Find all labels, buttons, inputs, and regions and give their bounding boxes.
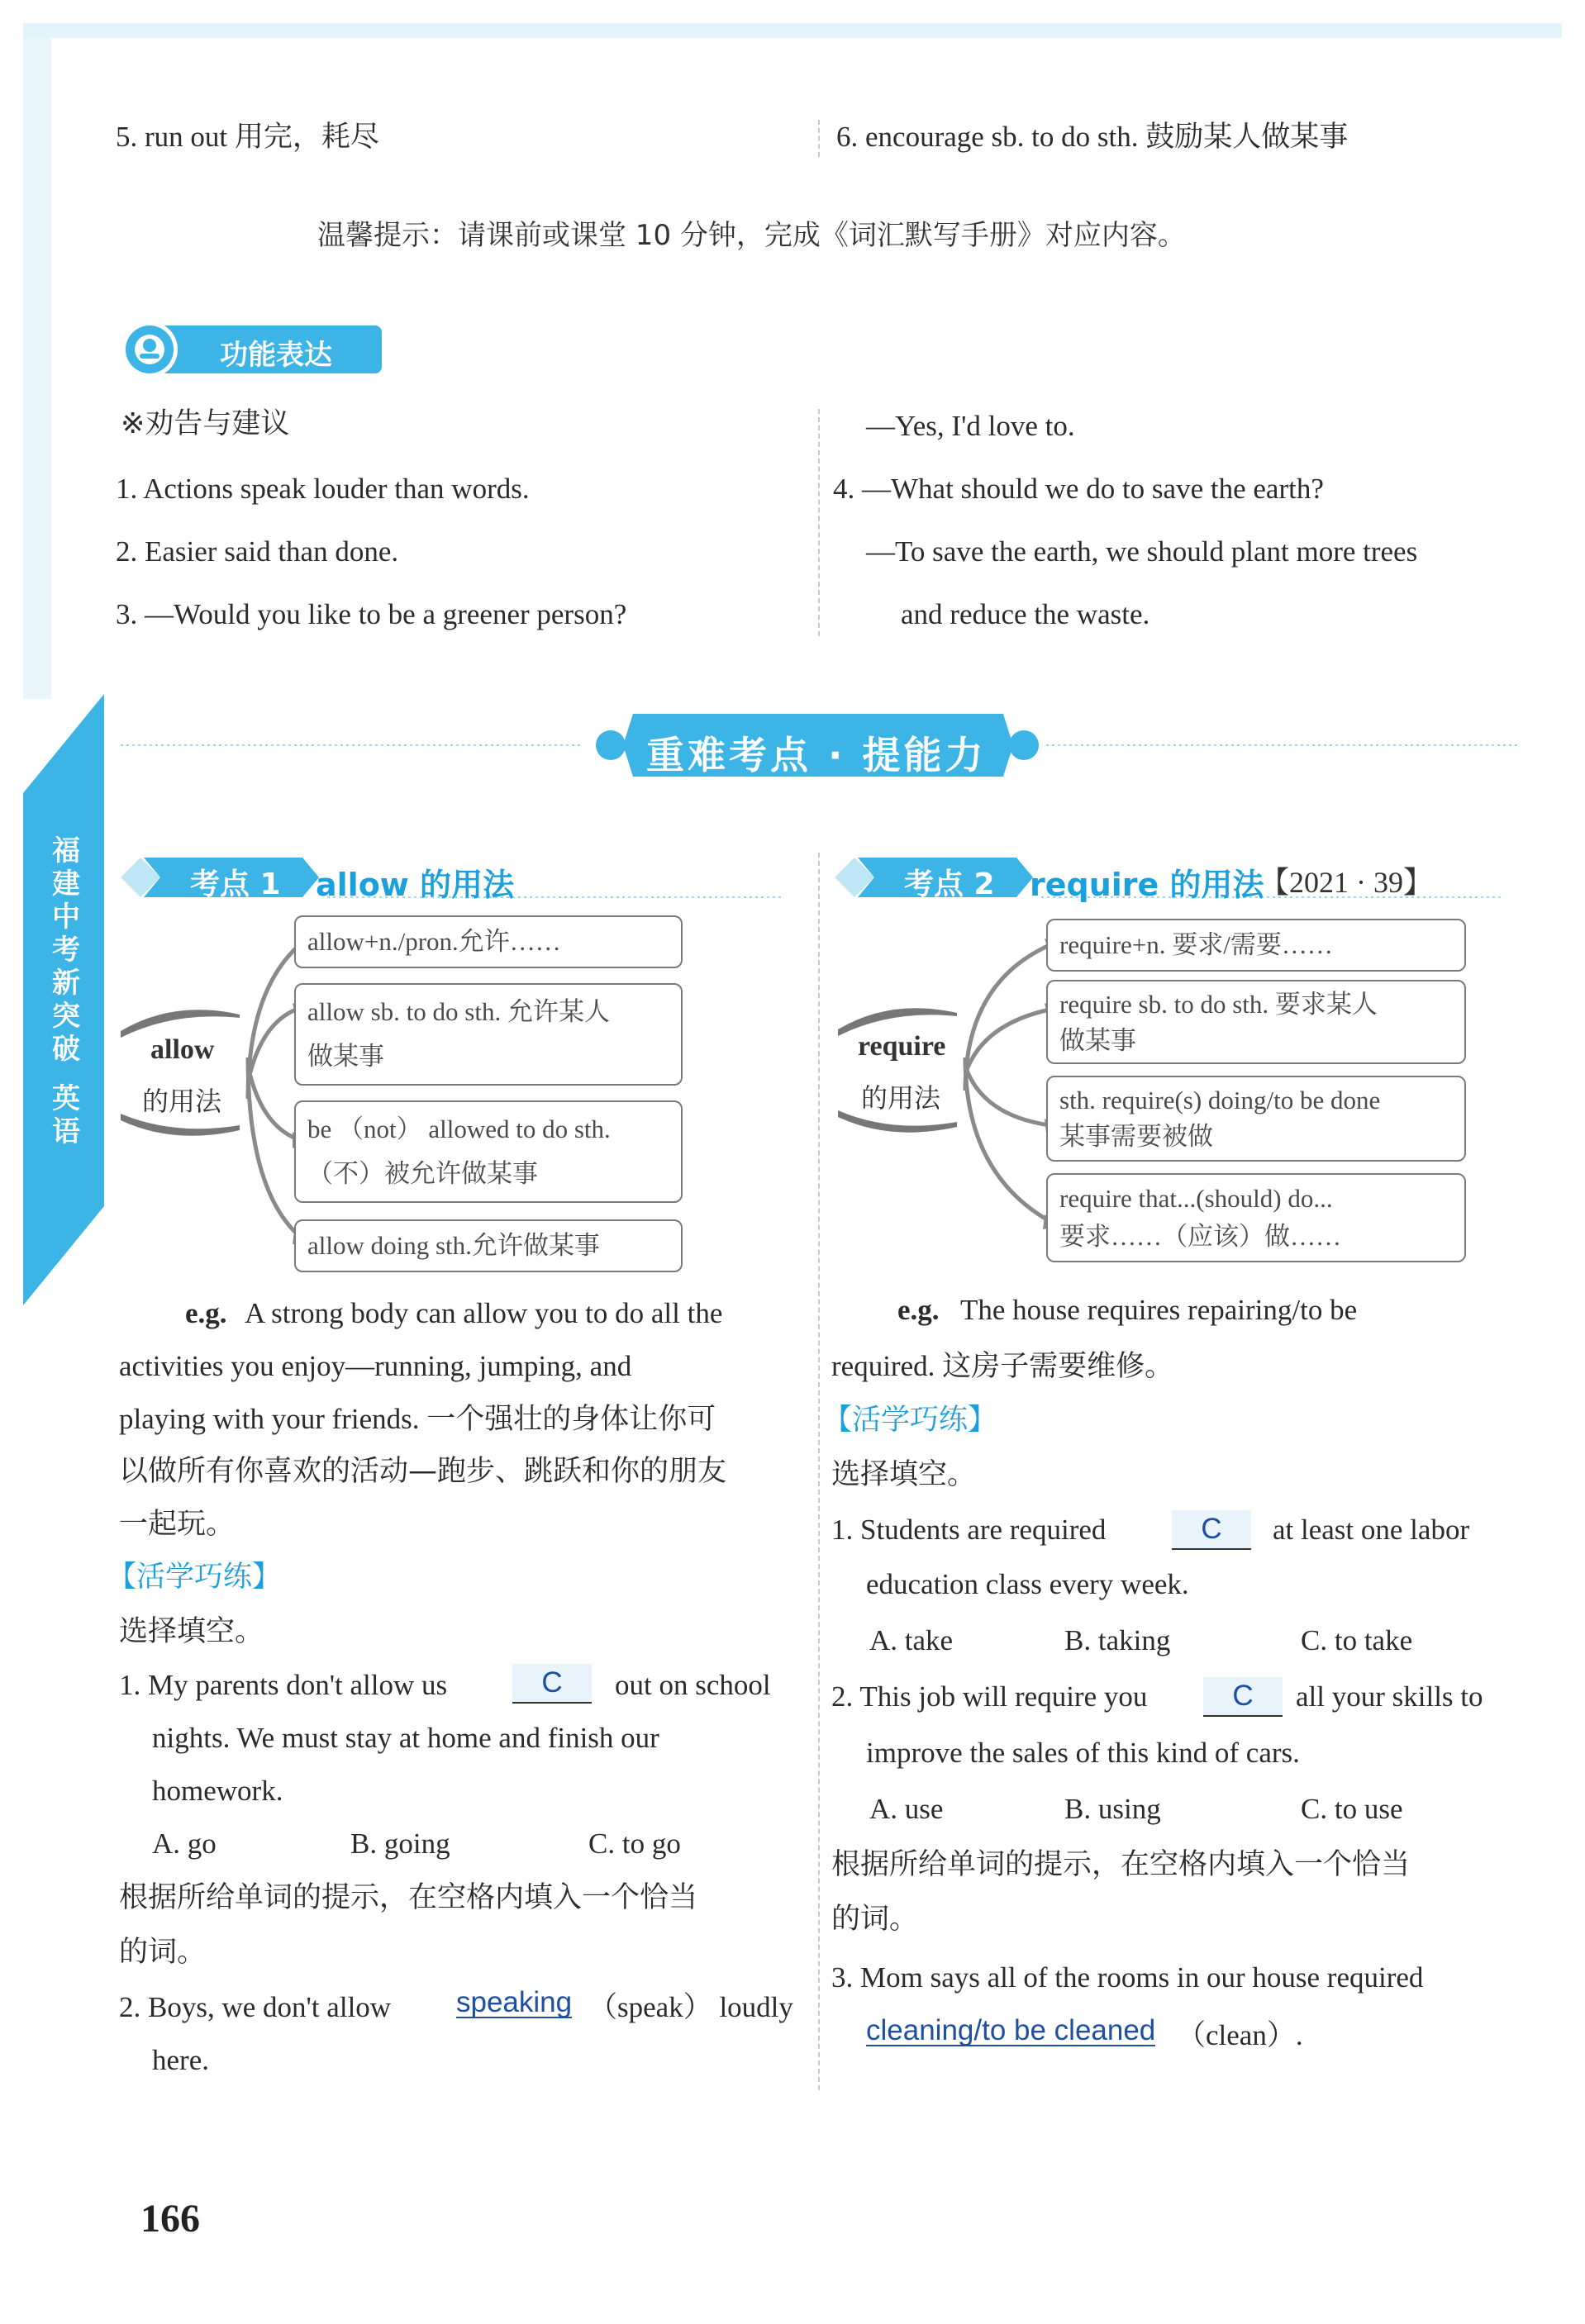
branch-text: sth. require(s) doing/to be done: [1059, 1086, 1381, 1114]
option: C. to take: [1301, 1624, 1413, 1656]
eg-line: [897, 1295, 940, 1324]
eg-label: e.g.: [897, 1294, 940, 1326]
question-text: education class every week.: [866, 1568, 1189, 1600]
mindmap-branch: [1046, 980, 1466, 1064]
side-char: 英: [52, 1082, 80, 1115]
mindmap-root-word: require: [858, 1031, 946, 1062]
page-number: 166: [140, 2197, 200, 2241]
function-badge: [121, 321, 385, 378]
mindmap-branch: [1046, 1173, 1466, 1262]
branch-text: 做某事: [1059, 1026, 1136, 1055]
question-text: 3. Mom says all of the rooms in our house required: [831, 1961, 1424, 1994]
side-char: 考: [52, 934, 80, 967]
column-divider: [818, 120, 820, 157]
branch-text: require+n. 要求/需要……: [1059, 930, 1333, 959]
side-strip: [23, 38, 51, 699]
function-item: and reduce the waste.: [901, 598, 1150, 630]
branch-text: 要求……（应该）做……: [1059, 1222, 1341, 1251]
function-item: 2. Easier said than done.: [116, 535, 399, 568]
answer-blank: C: [1203, 1677, 1283, 1717]
tip-text: 温馨提示：请课前或课堂 10 分钟，完成《词汇默写手册》对应内容。: [317, 219, 1186, 252]
choose-label: 选择填空。: [119, 1615, 264, 1648]
question-text: at least one labor: [1273, 1514, 1470, 1546]
kaodian2-year: 【2021 · 39】: [1259, 866, 1433, 899]
eg-line: [185, 1299, 227, 1328]
option: B. going: [350, 1827, 450, 1860]
mindmap-branch: [294, 983, 683, 1086]
kaodian1-tag: 考点 1: [190, 867, 281, 901]
branch-text: 某事需要被做: [1059, 1122, 1213, 1151]
eg-line: 一起玩。: [119, 1508, 236, 1541]
function-item: —Yes, I'd love to.: [866, 410, 1075, 442]
branch-text: require sb. to do sth. 要求某人: [1059, 990, 1378, 1019]
question-text: 2. This job will require you: [831, 1680, 1148, 1713]
mindmap-branch: [1046, 919, 1466, 972]
mindmap-root-word: allow: [150, 1034, 215, 1065]
eg-line: 以做所有你喜欢的活动—跑步、跳跃和你的朋友: [119, 1455, 727, 1488]
side-tab: [23, 694, 104, 1305]
option: B. taking: [1064, 1624, 1171, 1656]
side-gap: [48, 1066, 84, 1082]
side-tab-text: [48, 834, 84, 1148]
branch-text: 做某事: [307, 1042, 384, 1071]
mindmap-root-sub: 的用法: [861, 1082, 941, 1114]
question-text: nights. We must stay at home and finish our: [152, 1722, 659, 1754]
practice-label: 【活学巧练】: [823, 1404, 997, 1437]
fill-label: 的词。: [831, 1903, 919, 1936]
option: A. go: [152, 1827, 217, 1860]
kaodian2-header: [835, 854, 1504, 901]
option: A. take: [869, 1624, 954, 1656]
eg-label: e.g.: [185, 1297, 227, 1329]
answer-fill: speaking: [456, 1986, 573, 2018]
mindmap-branch: [1046, 1076, 1466, 1162]
choose-label: 选择填空。: [831, 1458, 977, 1491]
side-char: 突: [52, 1000, 80, 1033]
branch-text: require that...(should) do...: [1059, 1184, 1333, 1213]
function-item: —To save the earth, we should plant more trees: [866, 535, 1418, 568]
question-text: improve the sales of this kind of cars.: [866, 1737, 1300, 1769]
answer-blank: C: [1172, 1510, 1251, 1550]
branch-text: allow doing sth.允许做某事: [307, 1231, 600, 1260]
answer-fill: cleaning/to be cleaned: [866, 2014, 1156, 2046]
side-char: 破: [52, 1033, 80, 1066]
function-topic: ※劝告与建议: [121, 407, 290, 440]
side-char: 语: [52, 1115, 80, 1148]
function-badge-label: 功能表达: [220, 339, 332, 372]
function-item: 3. —Would you like to be a greener person?: [116, 598, 627, 630]
mindmap-root-sub: 的用法: [142, 1086, 222, 1117]
branch-text: allow sb. to do sth. 允许某人: [307, 997, 610, 1026]
question-text: homework.: [152, 1775, 283, 1807]
question-text: （speak） loudly: [588, 1991, 793, 2023]
eg-line: playing with your friends. 一个强壮的身体让你可: [119, 1403, 716, 1435]
question-text: here.: [152, 2044, 209, 2076]
practice-label: 【活学巧练】: [107, 1561, 282, 1594]
top-bar: [23, 23, 1562, 38]
banner-title: 重难考点 · 提能力: [646, 733, 987, 777]
option: B. using: [1064, 1793, 1161, 1825]
branch-text: allow+n./pron.允许……: [307, 927, 561, 956]
column-divider: [818, 853, 820, 2090]
answer-blank: C: [512, 1664, 592, 1704]
eg-line: required. 这房子需要维修。: [831, 1350, 1174, 1382]
question-text: 1. Students are required: [831, 1514, 1107, 1546]
kaodian1-header: [121, 854, 782, 901]
function-item: 1. Actions speak louder than words.: [116, 473, 530, 505]
eg-line: The house requires repairing/to be: [960, 1294, 1358, 1326]
vocab-item-5: 5. run out 用完，耗尽: [116, 121, 379, 153]
function-item: 4. —What should we do to save the earth?: [833, 473, 1324, 505]
question-text: （clean）.: [1177, 2019, 1303, 2051]
branch-text: be （not） allowed to do sth.: [307, 1114, 611, 1143]
kaodian2-title: require 的用法: [1030, 867, 1264, 903]
eg-line: activities you enjoy—running, jumping, and: [119, 1350, 632, 1382]
kaodian2-tag: 考点 2: [904, 867, 995, 901]
side-char: 福: [52, 834, 80, 867]
option: C. to use: [1301, 1793, 1403, 1825]
side-char: 中: [52, 901, 80, 934]
question-text: 2. Boys, we don't allow: [119, 1991, 392, 2023]
side-char: 建: [52, 867, 80, 901]
question-text: 1. My parents don't allow us: [119, 1669, 448, 1701]
branch-text: （不）被允许做某事: [307, 1159, 538, 1188]
vocab-item-6: 6. encourage sb. to do sth. 鼓励某人做某事: [836, 121, 1349, 153]
mindmap-branch: [294, 1100, 683, 1203]
fill-label: 根据所给单词的提示，在空格内填入一个恰当: [119, 1881, 698, 1914]
mindmap-branch: [294, 1219, 683, 1272]
side-char: 新: [52, 967, 80, 1000]
fill-label: 根据所给单词的提示，在空格内填入一个恰当: [831, 1848, 1411, 1881]
kaodian1-title: allow 的用法: [316, 867, 515, 903]
option: C. to go: [588, 1827, 681, 1860]
option: A. use: [869, 1793, 944, 1825]
question-text: all your skills to: [1296, 1680, 1483, 1713]
question-text: out on school: [615, 1669, 771, 1701]
eg-line: A strong body can allow you to do all the: [245, 1297, 723, 1329]
section-banner: [121, 709, 1517, 783]
column-divider: [818, 409, 820, 636]
mindmap-branch: [294, 915, 683, 968]
fill-label: 的词。: [119, 1936, 207, 1969]
